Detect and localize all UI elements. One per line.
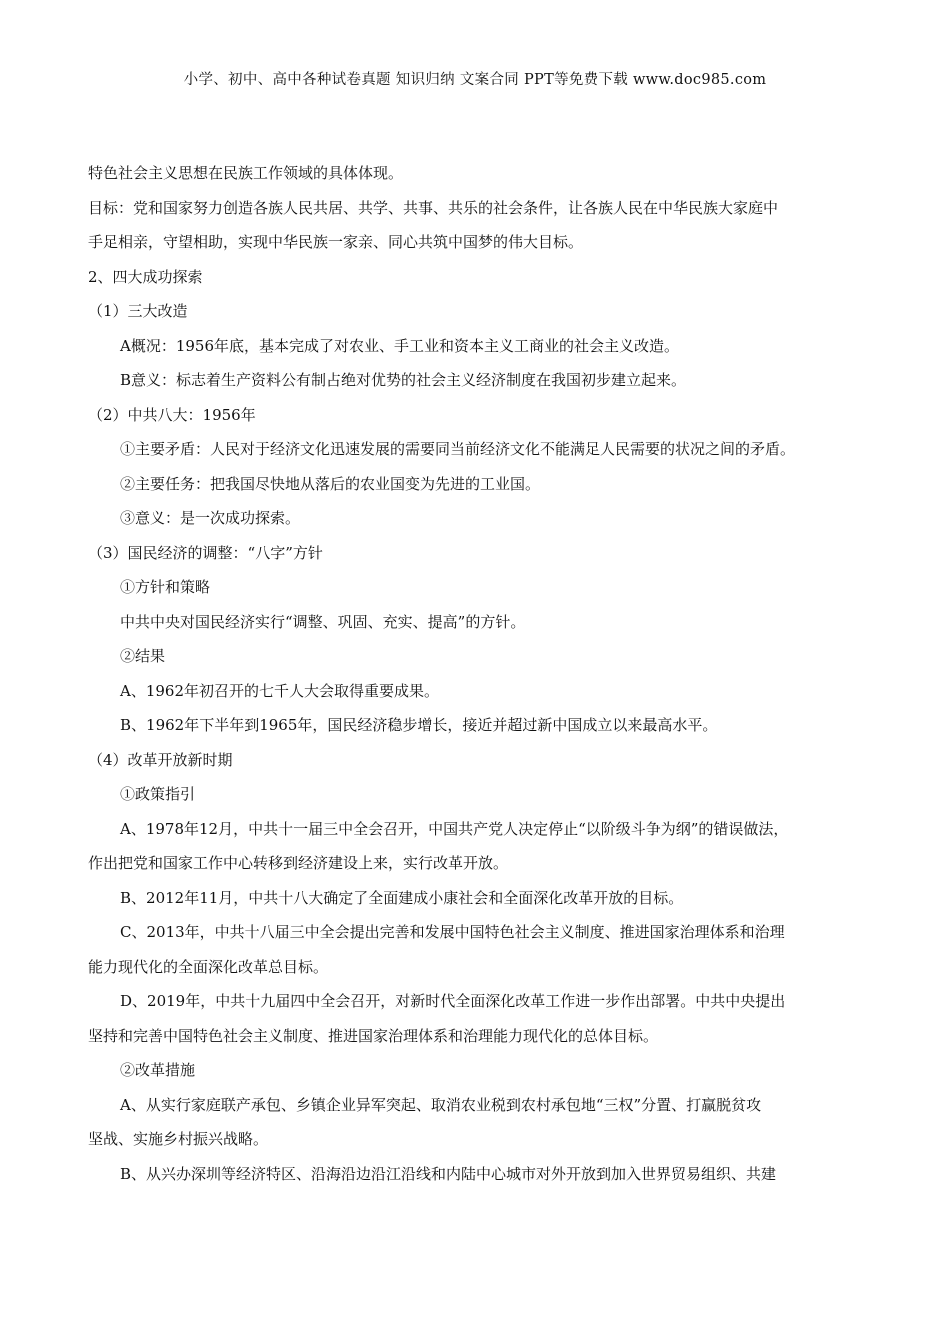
- text-line: C、2013年，中共十八届三中全会提出完善和发展中国特色社会主义制度、推进国家治理体系和治理: [120, 923, 785, 941]
- text-line: ①主要矛盾：人民对于经济文化迅速发展的需要同当前经济文化不能满足人民需要的状况之间的矛盾。: [120, 440, 796, 458]
- text-line: （3）国民经济的调整：“八字”方针: [88, 543, 323, 562]
- text-line: A、1962年初召开的七千人大会取得重要成果。: [120, 681, 440, 700]
- text-line: A、1978年12月，中共十一届三中全会召开，中国共产党人决定停止“以阶级斗争为纲”的错误做法，: [120, 819, 789, 838]
- text-line: ②主要任务：把我国尽快地从落后的农业国变为先进的工业国。: [120, 474, 541, 493]
- text-line: A、从实行家庭联产承包、乡镇企业异军突起、取消农业税到农村承包地“三权”分置、打赢脱贫攻: [120, 1095, 762, 1114]
- text-line: ②改革措施: [120, 1061, 196, 1079]
- text-line: 作出把党和国家工作中心转移到经济建设上来，实行改革开放。: [88, 854, 509, 872]
- document-body: [88, 156, 870, 1191]
- text-line: B意义：标志着生产资料公有制占绝对优势的社会主义经济制度在我国初步建立起来。: [120, 371, 687, 389]
- text-line: ①政策指引: [120, 785, 196, 803]
- text-line: （1）三大改造: [88, 302, 188, 320]
- page-header: 小学、初中、高中各种试卷真题 知识归纳 文案合同 PPT等免费下载 www.doc985.com: [183, 72, 767, 88]
- text-line: 坚战、实施乡村振兴战略。: [88, 1130, 269, 1148]
- text-line: 目标：党和国家努力创造各族人民共居、共学、共事、共乐的社会条件，让各族人民在中华民族大家庭中: [88, 198, 779, 217]
- text-line: B、2012年11月，中共十八大确定了全面建成小康社会和全面深化改革开放的目标。: [120, 888, 684, 907]
- text-line: 坚持和完善中国特色社会主义制度、推进国家治理体系和治理能力现代化的总体目标。: [88, 1026, 659, 1045]
- text-line: A概况：1956年底，基本完成了对农业、手工业和资本主义工商业的社会主义改造。: [120, 336, 680, 355]
- text-line: 特色社会主义思想在民族工作领域的具体体现。: [88, 164, 404, 182]
- text-line: 能力现代化的全面深化改革总目标。: [88, 957, 329, 976]
- text-line: ①方针和策略: [120, 578, 211, 596]
- text-line: （4）改革开放新时期: [88, 750, 233, 769]
- text-line: 2、四大成功探索: [88, 267, 203, 286]
- text-line: ③意义：是一次成功探索。: [120, 509, 301, 527]
- text-line: ②结果: [120, 647, 166, 665]
- text-line: （2）中共八大：1956年: [88, 405, 256, 424]
- text-line: 中共中央对国民经济实行“调整、巩固、充实、提高”的方针。: [120, 612, 526, 631]
- text-line: 手足相亲，守望相助，实现中华民族一家亲、同心共筑中国梦的伟大目标。: [88, 233, 584, 251]
- text-line: B、从兴办深圳等经济特区、沿海沿边沿江沿线和内陆中心城市对外开放到加入世界贸易组织、共建: [120, 1164, 777, 1183]
- text-line: D、2019年，中共十九届四中全会召开，对新时代全面深化改革工作进一步作出部署。中共中央提出: [120, 992, 786, 1010]
- text-line: B、1962年下半年到1965年，国民经济稳步增长，接近并超过新中国成立以来最高水平。: [120, 716, 718, 734]
